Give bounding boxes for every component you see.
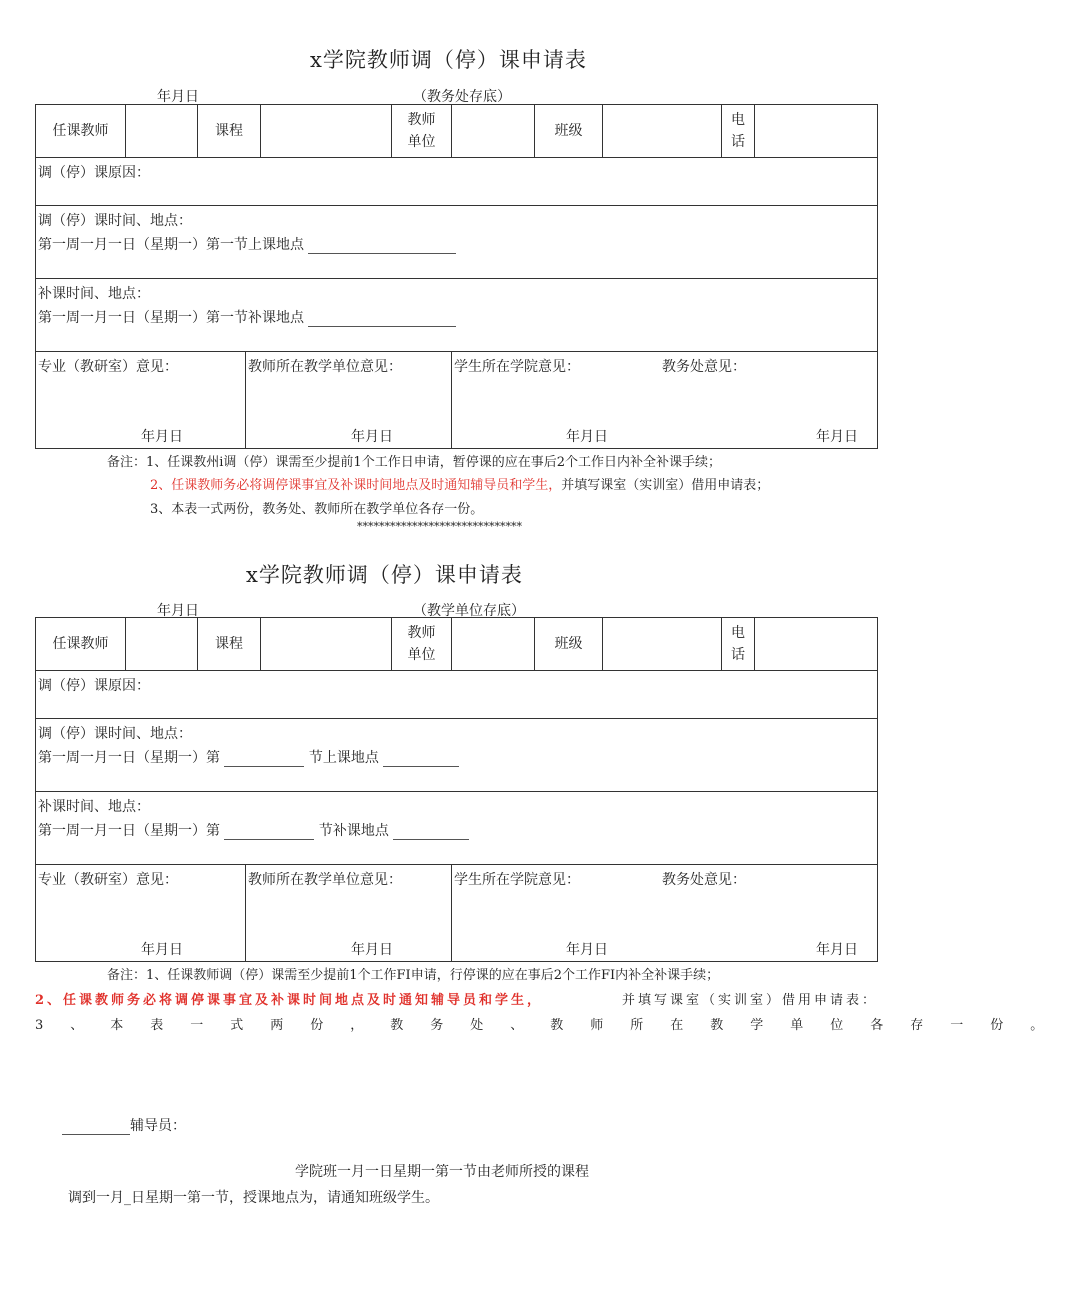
form2-teacher-label: 任课教师 xyxy=(36,618,126,670)
form2-date: 年月日 xyxy=(157,603,199,619)
notice-line2: 调到一月_日星期一第一节，授课地点为，请通知班级学生。 xyxy=(68,1190,439,1206)
form1-course-input[interactable] xyxy=(261,105,392,157)
form2-time-label: 调（停）课时间、地点： xyxy=(38,726,192,742)
form1-opinion-office-date: 年月日 xyxy=(816,429,858,445)
form2-reason-row[interactable] xyxy=(36,671,877,719)
form1-note2-rest: 并填写课室（实训室）借用申请表； xyxy=(561,478,770,493)
notice-counselor-blank[interactable] xyxy=(62,1120,130,1135)
form2-opinion-college-label: 学生所在学院意见： xyxy=(454,872,580,888)
form1-makeup-row[interactable] xyxy=(36,279,877,352)
form2-unit-label: 教师单位 xyxy=(392,618,452,670)
form1-opinion-college-label: 学生所在学院意见： xyxy=(454,359,580,375)
form1-makeup-label: 补课时间、地点： xyxy=(38,286,150,302)
form2-opinion-major-date: 年月日 xyxy=(141,942,183,958)
form1-note3: 3、本表一式两份，教务处、教师所在教学单位各存一份。 xyxy=(150,502,484,517)
form2-time-row[interactable] xyxy=(36,719,877,792)
form1-makeup-blank[interactable] xyxy=(308,312,456,327)
form2-opinion-major-label: 专业（教研室）意见： xyxy=(38,872,178,888)
form1-time-blank[interactable] xyxy=(308,239,456,254)
form2-teacher-input[interactable] xyxy=(126,618,198,670)
form1-header-row xyxy=(36,105,877,158)
form1-unit-label: 教师单位 xyxy=(392,105,452,157)
form1-opinion-major-label: 专业（教研室）意见： xyxy=(38,359,178,375)
form2-header-row xyxy=(36,618,877,671)
form2-unit-input[interactable] xyxy=(452,618,535,670)
form2-class-input[interactable] xyxy=(603,618,722,670)
form2-time-text-b: 节上课地点 xyxy=(308,750,379,766)
form2-makeup-label: 补课时间、地点： xyxy=(38,799,150,815)
form1-date: 年月日 xyxy=(157,89,199,105)
form1-makeup-text: 第一周一月一日（星期一）第一节补课地点 xyxy=(38,310,304,326)
form1-title: x学院教师调（停）课申请表 xyxy=(310,48,587,72)
form1-makeup-line xyxy=(38,307,456,327)
form2-opinion-office-label: 教务处意见： xyxy=(662,872,746,888)
form2-copy-note: （教学单位存底） xyxy=(413,603,525,619)
form2-time-line xyxy=(38,747,459,767)
form2-note3: 3、本表一式两份，教务处、教师所在教学单位各存一份。 xyxy=(35,1018,1070,1033)
form1-note2-red: 2、任课教师务必将调停课事宜及补课时间地点及时通知辅导员和学生， xyxy=(150,478,562,493)
form1-opinion-unit-date: 年月日 xyxy=(351,429,393,445)
form1-opinion-major-date: 年月日 xyxy=(141,429,183,445)
form2-makeup-row[interactable] xyxy=(36,792,877,865)
form2-makeup-period-blank[interactable] xyxy=(224,825,314,840)
form1-opinion-unit[interactable] xyxy=(246,352,452,448)
notice-counselor xyxy=(62,1115,186,1135)
form2-table xyxy=(35,617,878,962)
form1-table xyxy=(35,104,878,449)
form2-makeup-text-a: 第一周一月一日（星期一）第 xyxy=(38,823,220,839)
form2-reason-label: 调（停）课原因： xyxy=(38,678,150,694)
form1-class-input[interactable] xyxy=(603,105,722,157)
notice-line1: 学院班一月一日星期一第一节由老师所授的课程 xyxy=(295,1164,589,1180)
form1-time-text: 第一周一月一日（星期一）第一节上课地点 xyxy=(38,237,304,253)
form1-opinion-college[interactable] xyxy=(452,352,877,448)
form1-opinion-office-label: 教务处意见： xyxy=(662,359,746,375)
form1-teacher-label: 任课教师 xyxy=(36,105,126,157)
form2-course-input[interactable] xyxy=(261,618,392,670)
form1-copy-note: （教务处存底） xyxy=(413,89,511,105)
form1-opinion-college-date: 年月日 xyxy=(566,429,608,445)
form1-note2 xyxy=(150,474,769,493)
form2-opinion-unit-label: 教师所在教学单位意见： xyxy=(248,872,402,888)
form2-opinions-row xyxy=(36,865,877,961)
form2-makeup-place-blank[interactable] xyxy=(393,825,469,840)
form1-phone-input[interactable] xyxy=(755,105,877,157)
form2-opinion-college-date: 年月日 xyxy=(566,942,608,958)
form1-time-line xyxy=(38,234,456,254)
form2-class-label: 班级 xyxy=(535,618,603,670)
form1-opinions-row xyxy=(36,352,877,448)
form2-course-label: 课程 xyxy=(198,618,261,670)
form2-opinion-major[interactable] xyxy=(36,865,246,961)
form2-makeup-line xyxy=(38,820,469,840)
form2-time-text-a: 第一周一月一日（星期一）第 xyxy=(38,750,220,766)
form2-note2 xyxy=(35,989,878,1008)
form2-opinion-unit-date: 年月日 xyxy=(351,942,393,958)
form1-course-label: 课程 xyxy=(198,105,261,157)
form2-opinion-unit[interactable] xyxy=(246,865,452,961)
notice-counselor-label: 辅导员： xyxy=(130,1118,186,1134)
form1-reason-row[interactable] xyxy=(36,158,877,206)
form2-title: x学院教师调（停）课申请表 xyxy=(246,563,523,587)
form2-note1: 备注：1、任课教师调（停）课需至少提前1个工作FI申请，行停课的应在事后2个工作FI内补全补课手续； xyxy=(107,968,720,983)
form2-time-place-blank[interactable] xyxy=(383,752,459,767)
form2-makeup-text-b: 节补课地点 xyxy=(318,823,389,839)
form1-unit-input[interactable] xyxy=(452,105,535,157)
form1-opinion-unit-label: 教师所在教学单位意见： xyxy=(248,359,402,375)
separator: ****************************** xyxy=(357,520,522,533)
form2-note2-red: 2、任课教师务必将调停课事宜及补课时间地点及时通知辅导员和学生， xyxy=(35,993,544,1008)
form1-time-label: 调（停）课时间、地点： xyxy=(38,213,192,229)
form2-note2-rest: 并填写课室（实训室）借用申请表： xyxy=(621,993,878,1008)
form2-time-period-blank[interactable] xyxy=(224,752,304,767)
form1-reason-label: 调（停）课原因： xyxy=(38,165,150,181)
form1-teacher-input[interactable] xyxy=(126,105,198,157)
form2-opinion-college[interactable] xyxy=(452,865,877,961)
form2-phone-label: 电话 xyxy=(722,618,755,670)
form1-time-row[interactable] xyxy=(36,206,877,279)
form1-note1: 备注：1、任课教州i调（停）课需至少提前1个工作日申请，暂停课的应在事后2个工作日内补全补课手续； xyxy=(107,455,721,470)
form1-class-label: 班级 xyxy=(535,105,603,157)
form2-opinion-office-date: 年月日 xyxy=(816,942,858,958)
form1-phone-label: 电话 xyxy=(722,105,755,157)
form2-phone-input[interactable] xyxy=(755,618,877,670)
form1-opinion-major[interactable] xyxy=(36,352,246,448)
